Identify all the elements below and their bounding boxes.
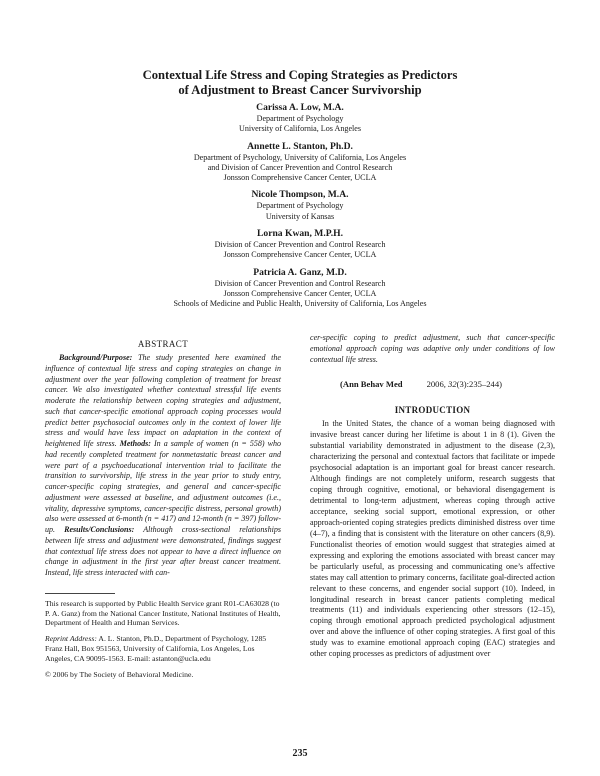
journal-citation: [340, 379, 555, 389]
author-affiliation: Department of Psychology: [256, 114, 344, 123]
author-name: Lorna Kwan, M.P.H.: [257, 228, 343, 240]
author-affiliation: Department of Psychology, University of California, Los Angeles: [193, 152, 407, 162]
abstract-continuation: cer-specific coping to predict adjustment, such that cancer-specific emotional approach coping was adaptive only under conditions of low contextual life stress.: [310, 333, 555, 364]
author-1: [40, 102, 560, 135]
title-line-1: Contextual Life Stress and Coping Strategies as Predictors: [142, 68, 458, 82]
results-label: Results/Conclusions:: [64, 525, 135, 534]
author-affiliation: Jonsson Comprehensive Cancer Center, UCLA: [223, 173, 377, 183]
author-name: Nicole Thompson, M.A.: [251, 189, 349, 201]
author-2: [40, 141, 560, 184]
introduction-heading: INTRODUCTION: [394, 405, 471, 416]
right-column: [310, 333, 555, 660]
author-affiliation: Department of Psychology: [256, 201, 344, 211]
author-affiliation: Schools of Medicine and Public Health, University of California, Los Angeles: [173, 299, 427, 309]
article-title: [40, 68, 560, 98]
author-affiliation: Jonsson Comprehensive Cancer Center, UCLA: [223, 250, 377, 260]
author-3: [40, 189, 560, 222]
methods-label: Methods:: [119, 439, 151, 448]
introduction-text: In the United States, the chance of a woman being diagnosed with invasive breast cancer during her lifetime is about 1 in 8 (1). Given the substantial variability demonstrated in adjustment to the disease (2,3), characterizing the personal and contextual factors that facilitate or impede psychosocial adaptation is an important goal for breast cancer research. Although findings are not completely uniform, research suggests that coping through cognitive, emotional, or behavioral disengagement is detrimental to long-term adjustment, whereas coping through active acceptance, seeking social support, emotional expression, or other approach-oriented coping strategies predicts diminished distress over time (4–7), a finding that is consistent with the literature on other cancers (8,9). Functionalist theories of emotion would suggest that strategies aimed at expressing and exploring the emotions associated with breast cancer may be particularly useful, as processing and communicating one’s affective states may call attention to primary concerns, facilitate goal-directed action relevant to these concerns, and engender social support (10). Indeed, in longitudinal research in breast cancer patients completing medical treatments (11) and individuals experiencing other stressors (12–15), coping through emotional approach predicted psychological adjustment over and above the influence of other coping strategies. A first goal of this study was to examine emotional approach coping (EAC) strategies and other coping processes as predictors of adjustment over: [310, 419, 555, 659]
background-text: The study presented here examined the influence of contextual life stress and coping strategies on change in adjustment over the year following completion of treatment for breast cancer. We also investigated whether contextual stressful life events moderate the relationship between coping strategies and adjustment, such that cancer-specific emotional approach coping processes would predict better psychosocial outcomes only in the context of lower life stress and would have less impact on adaptation in the context of heightened life stress.: [45, 353, 282, 448]
author-affiliation: Division of Cancer Prevention and Control Research: [214, 240, 386, 250]
reprint-label: Reprint Address:: [45, 634, 97, 644]
background-label: Background/Purpose:: [59, 353, 133, 362]
reprint-note: [45, 634, 281, 663]
author-affiliation: University of California, Los Angeles: [238, 124, 362, 134]
page-number: 235: [292, 748, 308, 759]
title-line-2: of Adjustment to Breast Cancer Survivorship: [178, 83, 422, 97]
author-list: [40, 102, 560, 316]
reprint-address: A. L. Stanton, Ph.D., Department of Psychology, 1285 Franz Hall, Box 951563, University of California, Los Angeles, Los Angeles, CA 90095-1563. E-mail: astanton@ucla.edu: [45, 634, 267, 663]
author-name: Carissa A. Low, M.A.: [256, 102, 344, 113]
copyright-note: © 2006 by The Society of Behavioral Medicine.: [45, 669, 194, 679]
author-5: [40, 267, 560, 310]
citation-volume: 32: [448, 379, 457, 390]
citation-journal: (Ann Behav Med: [340, 379, 403, 390]
author-affiliation: Jonsson Comprehensive Cancer Center, UCLA: [223, 288, 377, 298]
footnote-divider: [45, 593, 115, 594]
citation-pages: (3):235–244): [456, 379, 502, 390]
author-affiliation: and Division of Cancer Prevention and Control Research: [207, 162, 393, 172]
methods-text: In a sample of women (n = 558) who had recently completed treatment for nonmetastatic breast cancer and were part of a psychoeducational intervention trial to facilitate the transition to survivorship, life stress in the year prior to study entry, cancer-specific coping strategies, and general and cancer-specific adjustment were assessed at baseline, and adjustment outcomes (i.e., vitality, depressive symptoms, cancer-specific distress, personal growth) also were assessed at 6-month (n = 417) and 12-month (n = 397) follow-up.: [45, 439, 281, 534]
abstract-heading: ABSTRACT: [137, 339, 189, 349]
author-name: Annette L. Stanton, Ph.D.: [247, 140, 353, 152]
left-column: [45, 339, 281, 685]
funding-note: This research is supported by Public Health Service grant R01-CA63028 (to P. A. Ganz) from the National Cancer Institute, National Institutes of Health, Department of Health and Human Services.: [45, 598, 281, 628]
results-text: Although cross-sectional relationships between life stress and adjustment were demonstrated, findings suggest that contextual life stress does not appear to have a direct influence on change in adjustment in the first year after breast cancer treatment. Instead, life stress interacted with can-: [45, 525, 281, 577]
author-affiliation: Division of Cancer Prevention and Control Research: [214, 278, 386, 288]
author-name: Patricia A. Ganz, M.D.: [253, 266, 347, 278]
author-4: [40, 228, 560, 261]
citation-year: 2006,: [426, 379, 449, 390]
abstract-body: [45, 353, 281, 579]
author-affiliation: University of Kansas: [265, 211, 335, 221]
